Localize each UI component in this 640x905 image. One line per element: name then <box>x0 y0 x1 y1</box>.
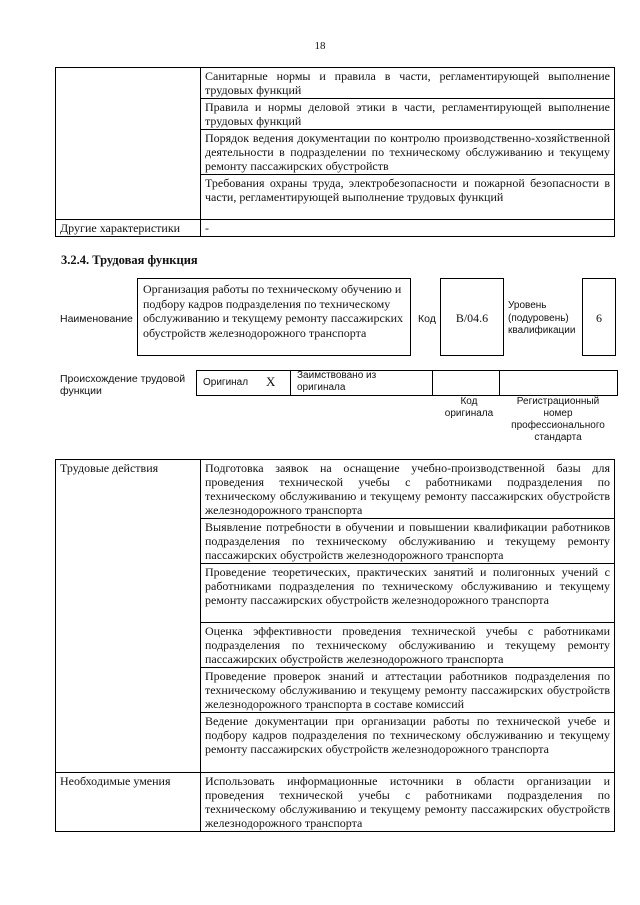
table-label-cell <box>56 623 201 668</box>
code-label: Код <box>418 313 436 325</box>
table-label-cell <box>56 130 201 175</box>
labor-function-table <box>55 459 615 832</box>
table-cell: Ведение документации при организации работы по технической учебе и подбору кадров подразделения по техническому обслуживанию и текущему ремонту пассажирских обустройств железнодорожного транспорта <box>201 713 615 773</box>
table-cell: Требования охраны труда, электробезопасности и пожарной безопасности в части, регламентирующей выполнение трудовых функций <box>201 175 615 220</box>
page-number: 18 <box>314 40 326 52</box>
table-label-cell <box>56 519 201 564</box>
table-label-cell: Другие характеристики <box>56 220 201 237</box>
table-cell: Проведение теоретических, практических занятий и полигонных учений с работниками подразделения по техническому обслуживанию и текущему ремонту пассажирских обустройств железнодорожного транспорта <box>201 564 615 623</box>
section-heading: 3.2.4. Трудовая функция <box>61 253 198 267</box>
table-label-cell <box>56 713 201 773</box>
table-cell: Использовать информационные источники в области организации и проведения технической учебы с работниками подразделения по техническому обслуживанию и текущему ремонту пассажирских обустройств железнодорожного транспорта <box>201 773 615 832</box>
table-label-cell: Необходимые умения <box>56 773 201 832</box>
divider <box>432 370 433 395</box>
table-cell: Оценка эффективности проведения технической учебы с работниками подразделения по техническому обслуживанию и текущему ремонту пассажирских обустройств железнодорожного транспорта <box>201 623 615 668</box>
table-label-cell: Трудовые действия <box>56 460 201 519</box>
function-name: Организация работы по техническому обучению и подбору кадров подразделения по техническому обслуживанию и текущему ремонту пассажирских обустройств железнодорожного транспорта <box>143 282 404 340</box>
table-cell: Порядок ведения документации по контролю производственно-хозяйственной деятельности в подразделении по техническому обслуживанию и текущему ремонту пассажирских обустройств <box>201 130 615 175</box>
name-label: Наименование <box>60 313 133 325</box>
table-label-cell <box>56 564 201 623</box>
table-label-cell <box>56 68 201 99</box>
table-label-cell <box>56 668 201 713</box>
table-cell: Подготовка заявок на оснащение учебно-производственной базы для проведения технической учебы с работниками подразделения по техническому обслуживанию и текущему ремонту пассажирских обустройств железнодорожного транспорта <box>201 460 615 519</box>
code-box <box>440 278 504 356</box>
code-value: B/04.6 <box>455 311 489 325</box>
borrowed-label: Заимствовано из оригинала <box>297 370 377 393</box>
registration-caption: Регистрационный номер профессионального стандарта <box>511 396 605 443</box>
level-box <box>582 278 616 356</box>
code-origin-caption: Код оригинала <box>444 396 494 419</box>
original-mark: X <box>266 374 276 389</box>
name-box <box>137 278 411 356</box>
divider <box>290 370 291 395</box>
table-cell: Правила и нормы деловой этики в части, регламентирующей выполнение трудовых функций <box>201 99 615 130</box>
table-cell: - <box>201 220 615 237</box>
knowledge-table <box>55 67 615 237</box>
level-label: Уровень (подуровень) квалификации <box>508 300 576 336</box>
table-cell: Санитарные нормы и правила в части, регламентирующей выполнение трудовых функций <box>201 68 615 99</box>
table-label-cell <box>56 175 201 220</box>
table-label-cell <box>56 99 201 130</box>
level-value: 6 <box>596 311 602 325</box>
origin-label: Происхождение трудовой функции <box>60 373 186 397</box>
divider <box>499 370 500 395</box>
original-label: Оригинал <box>203 377 249 388</box>
table-cell: Выявление потребности в обучении и повышении квалификации работников подразделения по техническому обслуживанию и текущему ремонту пассажирских обустройств железнодорожного транспорта <box>201 519 615 564</box>
table-cell: Проведение проверок знаний и аттестации работников подразделения по техническому обслуживанию и текущему ремонту пассажирских обустройств железнодорожного транспорта в составе комиссий <box>201 668 615 713</box>
